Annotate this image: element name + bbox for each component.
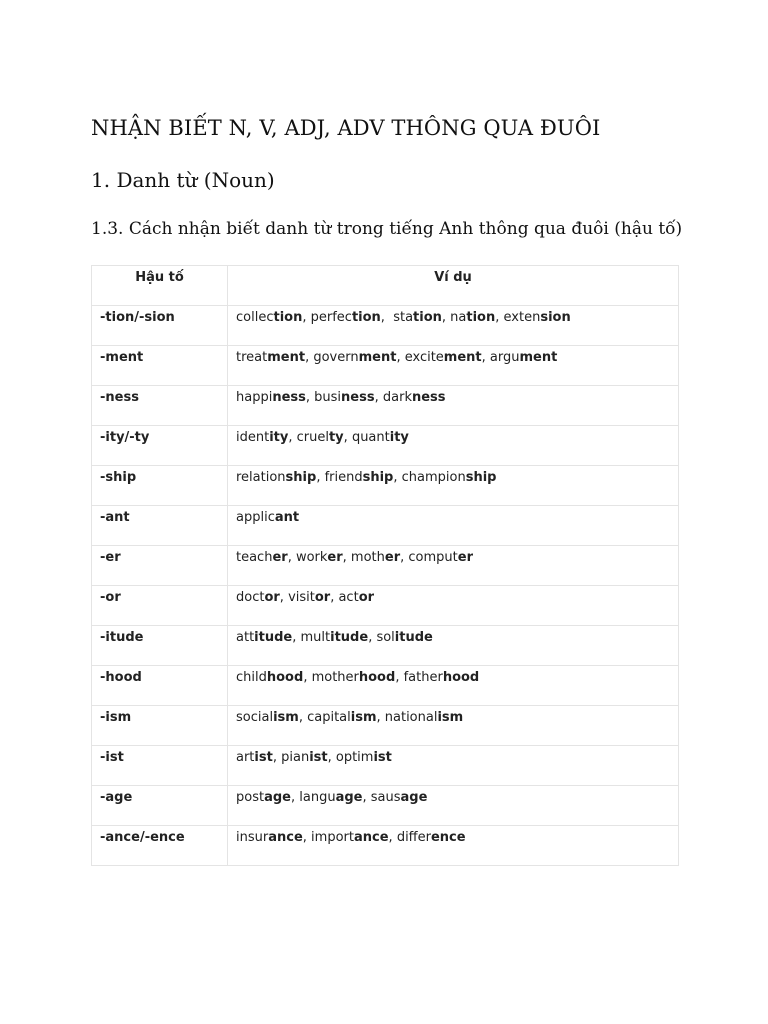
example-separator: , xyxy=(343,430,352,445)
examples-cell xyxy=(228,826,679,866)
examples-cell xyxy=(228,586,679,626)
suffix-cell: -ment xyxy=(92,346,228,386)
example-stem: capital xyxy=(307,710,351,725)
suffix-cell: -itude xyxy=(92,626,228,666)
examples-cell xyxy=(228,386,679,426)
example-suffix: ism xyxy=(437,710,464,725)
example-suffix: ship xyxy=(465,470,497,485)
suffix-cell: -ity/-ty xyxy=(92,426,228,466)
examples-cell xyxy=(228,426,679,466)
example-suffix: er xyxy=(457,550,473,565)
table-body xyxy=(92,306,679,866)
example-suffix: ism xyxy=(273,710,299,725)
examples-cell xyxy=(228,506,679,546)
example-stem: saus xyxy=(370,790,401,805)
example-suffix: ity xyxy=(269,430,289,445)
example-suffix: ness xyxy=(272,390,306,405)
example-stem: art xyxy=(236,750,255,765)
suffix-cell: -ant xyxy=(92,506,228,546)
example-separator: , xyxy=(287,550,296,565)
examples-cell xyxy=(228,466,679,506)
example-stem: act xyxy=(338,590,359,605)
example-stem: champion xyxy=(401,470,466,485)
example-suffix: ance xyxy=(353,830,389,845)
example-stem: child xyxy=(236,670,267,685)
example-suffix: hood xyxy=(358,670,396,685)
examples-cell xyxy=(228,666,679,706)
example-stem: sta xyxy=(393,310,414,325)
suffix-table xyxy=(91,265,679,866)
example-stem: teach xyxy=(236,550,273,565)
example-stem: busi xyxy=(314,390,342,405)
example-separator: , xyxy=(441,310,451,325)
example-suffix: age xyxy=(335,790,363,805)
example-separator: , xyxy=(395,670,404,685)
example-stem: langu xyxy=(299,790,336,805)
examples-cell xyxy=(228,746,679,786)
example-suffix: ment xyxy=(358,350,397,365)
suffix-cell: -ist xyxy=(92,746,228,786)
suffix-cell: -er xyxy=(92,546,228,586)
example-stem: visit xyxy=(288,590,315,605)
examples-cell xyxy=(228,706,679,746)
example-suffix: ist xyxy=(373,750,392,765)
table-row xyxy=(92,626,679,666)
example-stem: insur xyxy=(236,830,269,845)
example-stem: work xyxy=(295,550,328,565)
examples-cell xyxy=(228,786,679,826)
example-suffix: er xyxy=(327,550,343,565)
example-stem: post xyxy=(236,790,265,805)
header-examples: Ví dụ xyxy=(228,266,679,306)
example-suffix: ship xyxy=(285,470,317,485)
table-row xyxy=(92,826,679,866)
example-separator: , xyxy=(400,550,409,565)
table-row xyxy=(92,466,679,506)
example-stem: doct xyxy=(236,590,265,605)
table-row xyxy=(92,306,679,346)
table-row xyxy=(92,386,679,426)
example-suffix: sion xyxy=(540,310,571,325)
example-separator: , xyxy=(330,590,339,605)
example-separator: , xyxy=(342,550,351,565)
suffix-cell: -hood xyxy=(92,666,228,706)
example-separator: , xyxy=(362,790,371,805)
suffix-cell: -or xyxy=(92,586,228,626)
example-separator: , xyxy=(380,310,394,325)
example-suffix: ist xyxy=(309,750,328,765)
example-suffix: tion xyxy=(466,310,496,325)
example-stem: national xyxy=(384,710,438,725)
example-separator: , xyxy=(316,470,325,485)
example-suffix: or xyxy=(358,590,375,605)
example-stem: att xyxy=(236,630,255,645)
example-stem: excite xyxy=(404,350,444,365)
example-separator: , xyxy=(303,670,312,685)
suffix-cell: -ism xyxy=(92,706,228,746)
example-stem: happi xyxy=(236,390,273,405)
example-suffix: ness xyxy=(411,390,446,405)
suffix-cell: -ance/-ence xyxy=(92,826,228,866)
suffix-cell: -ness xyxy=(92,386,228,426)
example-stem: argu xyxy=(489,350,520,365)
example-stem: comput xyxy=(408,550,458,565)
example-stem: cruel xyxy=(296,430,329,445)
example-suffix: ence xyxy=(430,830,466,845)
example-suffix: ment xyxy=(519,350,558,365)
example-separator: , xyxy=(393,470,402,485)
example-separator: , xyxy=(327,750,336,765)
example-suffix: tion xyxy=(351,310,381,325)
example-suffix: hood xyxy=(442,670,480,685)
example-suffix: ment xyxy=(267,350,306,365)
table-row xyxy=(92,666,679,706)
table-row xyxy=(92,546,679,586)
example-stem: treat xyxy=(236,350,268,365)
example-separator: , xyxy=(302,310,311,325)
example-stem: optim xyxy=(335,750,374,765)
example-separator: , xyxy=(305,350,314,365)
example-stem: quant xyxy=(351,430,390,445)
example-suffix: ness xyxy=(341,390,375,405)
table-row xyxy=(92,346,679,386)
example-suffix: hood xyxy=(266,670,304,685)
example-separator: , xyxy=(279,590,289,605)
example-suffix: or xyxy=(314,590,331,605)
examples-cell xyxy=(228,346,679,386)
example-separator: , xyxy=(272,750,282,765)
example-separator: , xyxy=(292,630,301,645)
example-stem: import xyxy=(311,830,354,845)
table-row xyxy=(92,706,679,746)
example-suffix: ment xyxy=(443,350,482,365)
example-suffix: itude xyxy=(254,630,293,645)
example-separator: , xyxy=(368,630,377,645)
example-separator: , xyxy=(388,830,397,845)
example-stem: ident xyxy=(236,430,270,445)
examples-cell xyxy=(228,306,679,346)
example-suffix: ship xyxy=(362,470,394,485)
example-stem: sol xyxy=(376,630,395,645)
example-stem: father xyxy=(403,670,443,685)
example-stem: mult xyxy=(300,630,331,645)
example-stem: na xyxy=(450,310,467,325)
example-separator: , xyxy=(495,310,504,325)
examples-cell xyxy=(228,546,679,586)
example-suffix: ance xyxy=(268,830,303,845)
example-separator: , xyxy=(376,710,385,725)
table-row xyxy=(92,746,679,786)
example-separator: , xyxy=(481,350,490,365)
example-stem: moth xyxy=(350,550,385,565)
example-suffix: itude xyxy=(330,630,369,645)
example-suffix: ism xyxy=(350,710,377,725)
example-separator: , xyxy=(396,350,405,365)
example-separator: , xyxy=(298,710,308,725)
example-separator: , xyxy=(305,390,315,405)
example-stem: dark xyxy=(382,390,412,405)
example-suffix: age xyxy=(400,790,428,805)
example-suffix: tion xyxy=(413,310,442,325)
example-separator: , xyxy=(374,390,383,405)
example-suffix: tion xyxy=(273,310,303,325)
subsection-heading: 1.3. Cách nhận biết danh từ trong tiếng Anh thông qua đuôi (hậu tố) xyxy=(91,219,683,239)
example-suffix: ist xyxy=(254,750,273,765)
table-row xyxy=(92,426,679,466)
suffix-cell: -tion/-sion xyxy=(92,306,228,346)
example-separator: , xyxy=(288,430,297,445)
suffix-cell: -ship xyxy=(92,466,228,506)
example-suffix: er xyxy=(272,550,288,565)
example-separator: , xyxy=(290,790,300,805)
header-suffix: Hậu tố xyxy=(92,266,228,306)
example-stem: perfec xyxy=(310,310,352,325)
example-stem: exten xyxy=(503,310,541,325)
document-title: NHẬN BIẾT N, V, ADJ, ADV THÔNG QUA ĐUÔI xyxy=(91,116,601,140)
example-suffix: or xyxy=(264,590,280,605)
section-heading: 1. Danh từ (Noun) xyxy=(91,168,275,192)
example-stem: relation xyxy=(236,470,286,485)
example-suffix: ty xyxy=(328,430,344,445)
example-stem: differ xyxy=(396,830,431,845)
example-stem: mother xyxy=(311,670,359,685)
example-suffix: er xyxy=(384,550,401,565)
example-stem: collec xyxy=(236,310,274,325)
table-row xyxy=(92,786,679,826)
example-stem: applic xyxy=(236,510,275,525)
example-suffix: ant xyxy=(274,510,300,525)
example-suffix: ity xyxy=(389,430,409,445)
table-row xyxy=(92,506,679,546)
example-stem: pian xyxy=(281,750,310,765)
example-separator: , xyxy=(302,830,312,845)
suffix-cell: -age xyxy=(92,786,228,826)
example-stem: govern xyxy=(313,350,359,365)
table-row xyxy=(92,586,679,626)
example-stem: social xyxy=(236,710,274,725)
table-header-row xyxy=(92,266,679,306)
example-stem: friend xyxy=(324,470,363,485)
example-suffix: age xyxy=(264,790,291,805)
example-suffix: itude xyxy=(394,630,433,645)
examples-cell xyxy=(228,626,679,666)
